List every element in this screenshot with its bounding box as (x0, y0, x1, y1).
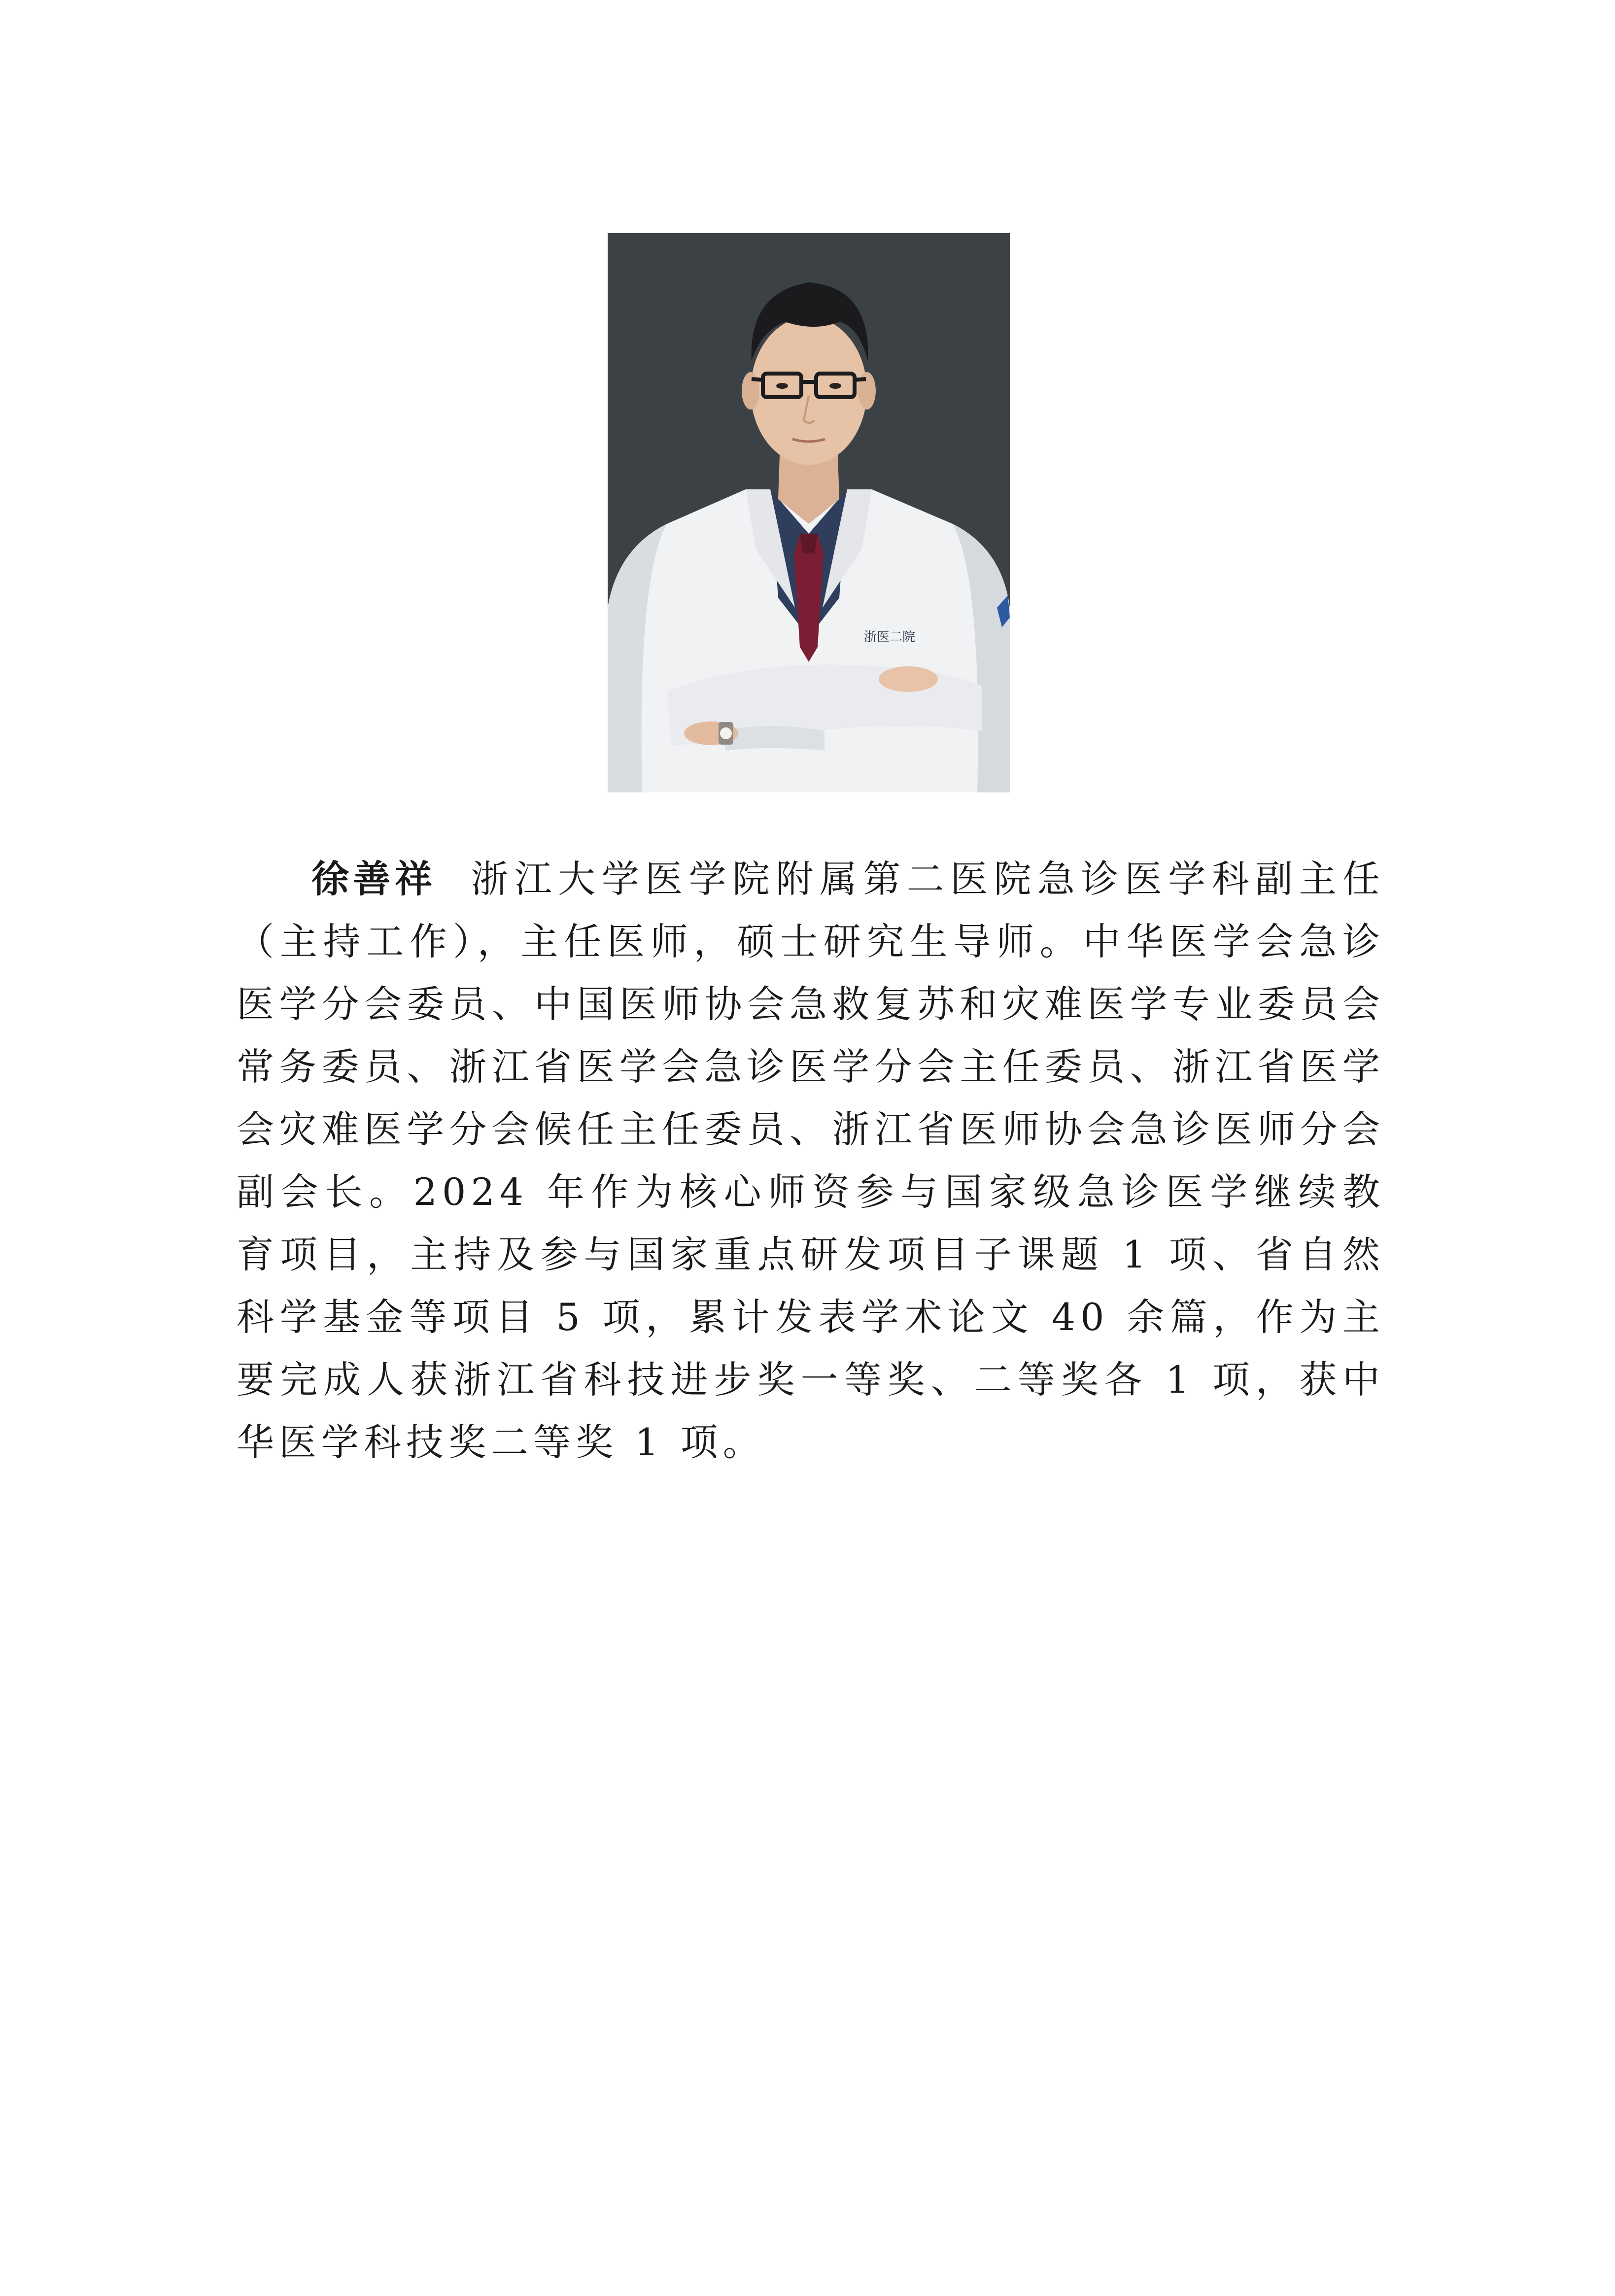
doctor-portrait-photo (608, 233, 1010, 792)
biography-text: 浙江大学医学院附属第二医院急诊医学科副主任（主持工作），主任医师，硕士研究生导师。中华医学会急诊医学分会委员、中国医师协会急救复苏和灾难医学专业委员会常务委员、浙江省医学会急诊医学分会主任委员、浙江省医学会灾难医学分会候任主任委员、浙江省医师协会急诊医师分会副会长。2024 年作为核心师资参与国家级急诊医学继续教育项目，主持及参与国家重点研发项目子课题 1 项、省自然科学基金等项目 5 项，累计发表学术论文 40 余篇，作为主要完成人获浙江省科技进步奖一等奖、二等奖各 1 项，获中华医学科技奖二等奖 1 项。 (237, 857, 1385, 1464)
right-hand (879, 666, 938, 692)
person-name: 徐善祥 (311, 857, 437, 901)
portrait-illustration (608, 233, 1010, 792)
coat-badge-text: 浙医二院 (864, 630, 916, 645)
biography-paragraph (237, 848, 1385, 1474)
